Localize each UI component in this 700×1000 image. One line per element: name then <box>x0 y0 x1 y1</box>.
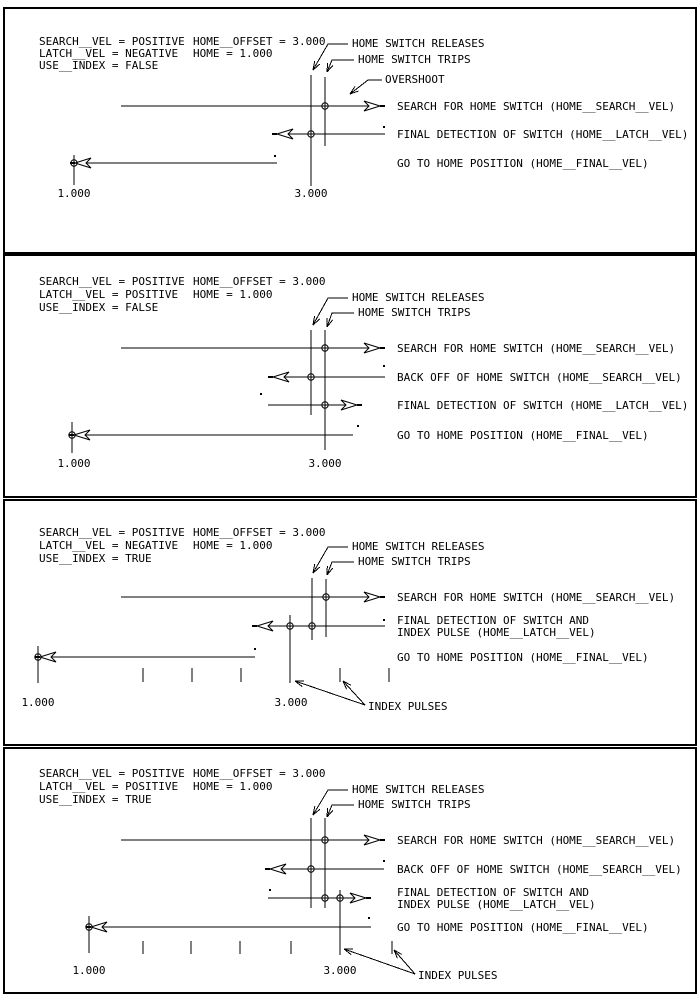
trace-dot <box>383 126 385 128</box>
row-label: GO TO HOME POSITION (HOME__FINAL__VEL) <box>397 157 649 170</box>
callout-arrowhead <box>327 808 328 817</box>
param-label: HOME = 1.000 <box>193 288 273 301</box>
callout-leader <box>327 313 354 327</box>
param-label: SEARCH__VEL = POSITIVE <box>39 275 185 288</box>
param-label: SEARCH__VEL = POSITIVE <box>39 767 185 780</box>
row-label: FINAL DETECTION OF SWITCH AND <box>397 614 590 627</box>
trace-dot <box>383 619 385 621</box>
callout-label: HOME SWITCH TRIPS <box>358 798 471 811</box>
callout-label: OVERSHOOT <box>385 73 445 86</box>
callout-label: HOME SWITCH RELEASES <box>352 37 485 50</box>
callout-label: HOME SWITCH RELEASES <box>352 540 485 553</box>
row-label: BACK OFF OF HOME SWITCH (HOME__SEARCH__VEL) <box>397 371 682 384</box>
trace-dot <box>260 393 262 395</box>
row-label: GO TO HOME POSITION (HOME__FINAL__VEL) <box>397 651 649 664</box>
row-label: INDEX PULSE (HOME__LATCH__VEL) <box>397 898 596 911</box>
row-label: INDEX PULSE (HOME__LATCH__VEL) <box>397 626 596 639</box>
callout-label: HOME SWITCH RELEASES <box>352 783 485 796</box>
callout-leader <box>327 562 354 575</box>
axis-label: 1.000 <box>21 696 55 709</box>
index-pulses-label: INDEX PULSES <box>418 969 498 982</box>
callout-leader <box>327 805 354 817</box>
param-label: HOME__OFFSET = 3.000 <box>193 275 326 288</box>
param-label: LATCH__VEL = NEGATIVE <box>39 539 179 552</box>
row-label: SEARCH FOR HOME SWITCH (HOME__SEARCH__VEL) <box>397 834 676 847</box>
callout-leader <box>313 298 348 325</box>
param-label: USE__INDEX = TRUE <box>39 552 152 565</box>
param-label: USE__INDEX = TRUE <box>39 793 152 806</box>
trace-dot <box>274 155 276 157</box>
axis-label: 1.000 <box>57 187 91 200</box>
axis-label: 3.000 <box>274 696 308 709</box>
trace-dot <box>383 365 385 367</box>
param-label: HOME = 1.000 <box>193 780 273 793</box>
row-label: FINAL DETECTION OF SWITCH AND <box>397 886 590 899</box>
trace-dot <box>368 917 370 919</box>
row-label: GO TO HOME POSITION (HOME__FINAL__VEL) <box>397 921 649 934</box>
row-label: GO TO HOME POSITION (HOME__FINAL__VEL) <box>397 429 649 442</box>
callout-arrowhead <box>327 63 328 72</box>
callout-label: HOME SWITCH TRIPS <box>358 53 471 66</box>
axis-label: 3.000 <box>323 964 357 977</box>
row-label: FINAL DETECTION OF SWITCH (HOME__LATCH__VEL) <box>397 399 689 412</box>
param-label: LATCH__VEL = POSITIVE <box>39 288 179 301</box>
row-label: BACK OFF OF HOME SWITCH (HOME__SEARCH__VEL) <box>397 863 682 876</box>
param-label: HOME__OFFSET = 3.000 <box>193 35 326 48</box>
trace-dot <box>357 425 359 427</box>
homing-sequence-panel-3 <box>4 500 696 745</box>
param-label: USE__INDEX = FALSE <box>39 301 159 314</box>
param-label: LATCH__VEL = POSITIVE <box>39 780 179 793</box>
callout-leader <box>313 547 348 573</box>
row-label: SEARCH FOR HOME SWITCH (HOME__SEARCH__VEL) <box>397 591 676 604</box>
param-label: LATCH__VEL = NEGATIVE <box>39 47 179 60</box>
axis-label: 1.000 <box>72 964 106 977</box>
index-pulses-label: INDEX PULSES <box>368 700 448 713</box>
row-label: FINAL DETECTION OF SWITCH (HOME__LATCH__VEL) <box>397 128 689 141</box>
callout-label: HOME SWITCH TRIPS <box>358 306 471 319</box>
param-label: SEARCH__VEL = POSITIVE <box>39 526 185 539</box>
axis-label: 3.000 <box>308 457 342 470</box>
row-label: SEARCH FOR HOME SWITCH (HOME__SEARCH__VEL) <box>397 342 676 355</box>
trace-dot <box>269 889 271 891</box>
homing-sequence-panel-4 <box>4 748 696 993</box>
homing-sequence-panel-2 <box>4 255 696 497</box>
param-label: HOME = 1.000 <box>193 47 273 60</box>
callout-label: HOME SWITCH RELEASES <box>352 291 485 304</box>
trace-dot <box>383 860 385 862</box>
callout-leader <box>313 790 348 815</box>
axis-label: 1.000 <box>57 457 91 470</box>
homing-sequence-panel-1 <box>4 8 696 253</box>
param-label: HOME__OFFSET = 3.000 <box>193 767 326 780</box>
trace-dot <box>254 648 256 650</box>
callout-label: HOME SWITCH TRIPS <box>358 555 471 568</box>
param-label: HOME__OFFSET = 3.000 <box>193 526 326 539</box>
param-label: SEARCH__VEL = POSITIVE <box>39 35 185 48</box>
axis-label: 3.000 <box>294 187 328 200</box>
row-label: SEARCH FOR HOME SWITCH (HOME__SEARCH__VEL) <box>397 100 676 113</box>
param-label: USE__INDEX = FALSE <box>39 59 159 72</box>
param-label: HOME = 1.000 <box>193 539 273 552</box>
callout-leader <box>327 60 354 72</box>
